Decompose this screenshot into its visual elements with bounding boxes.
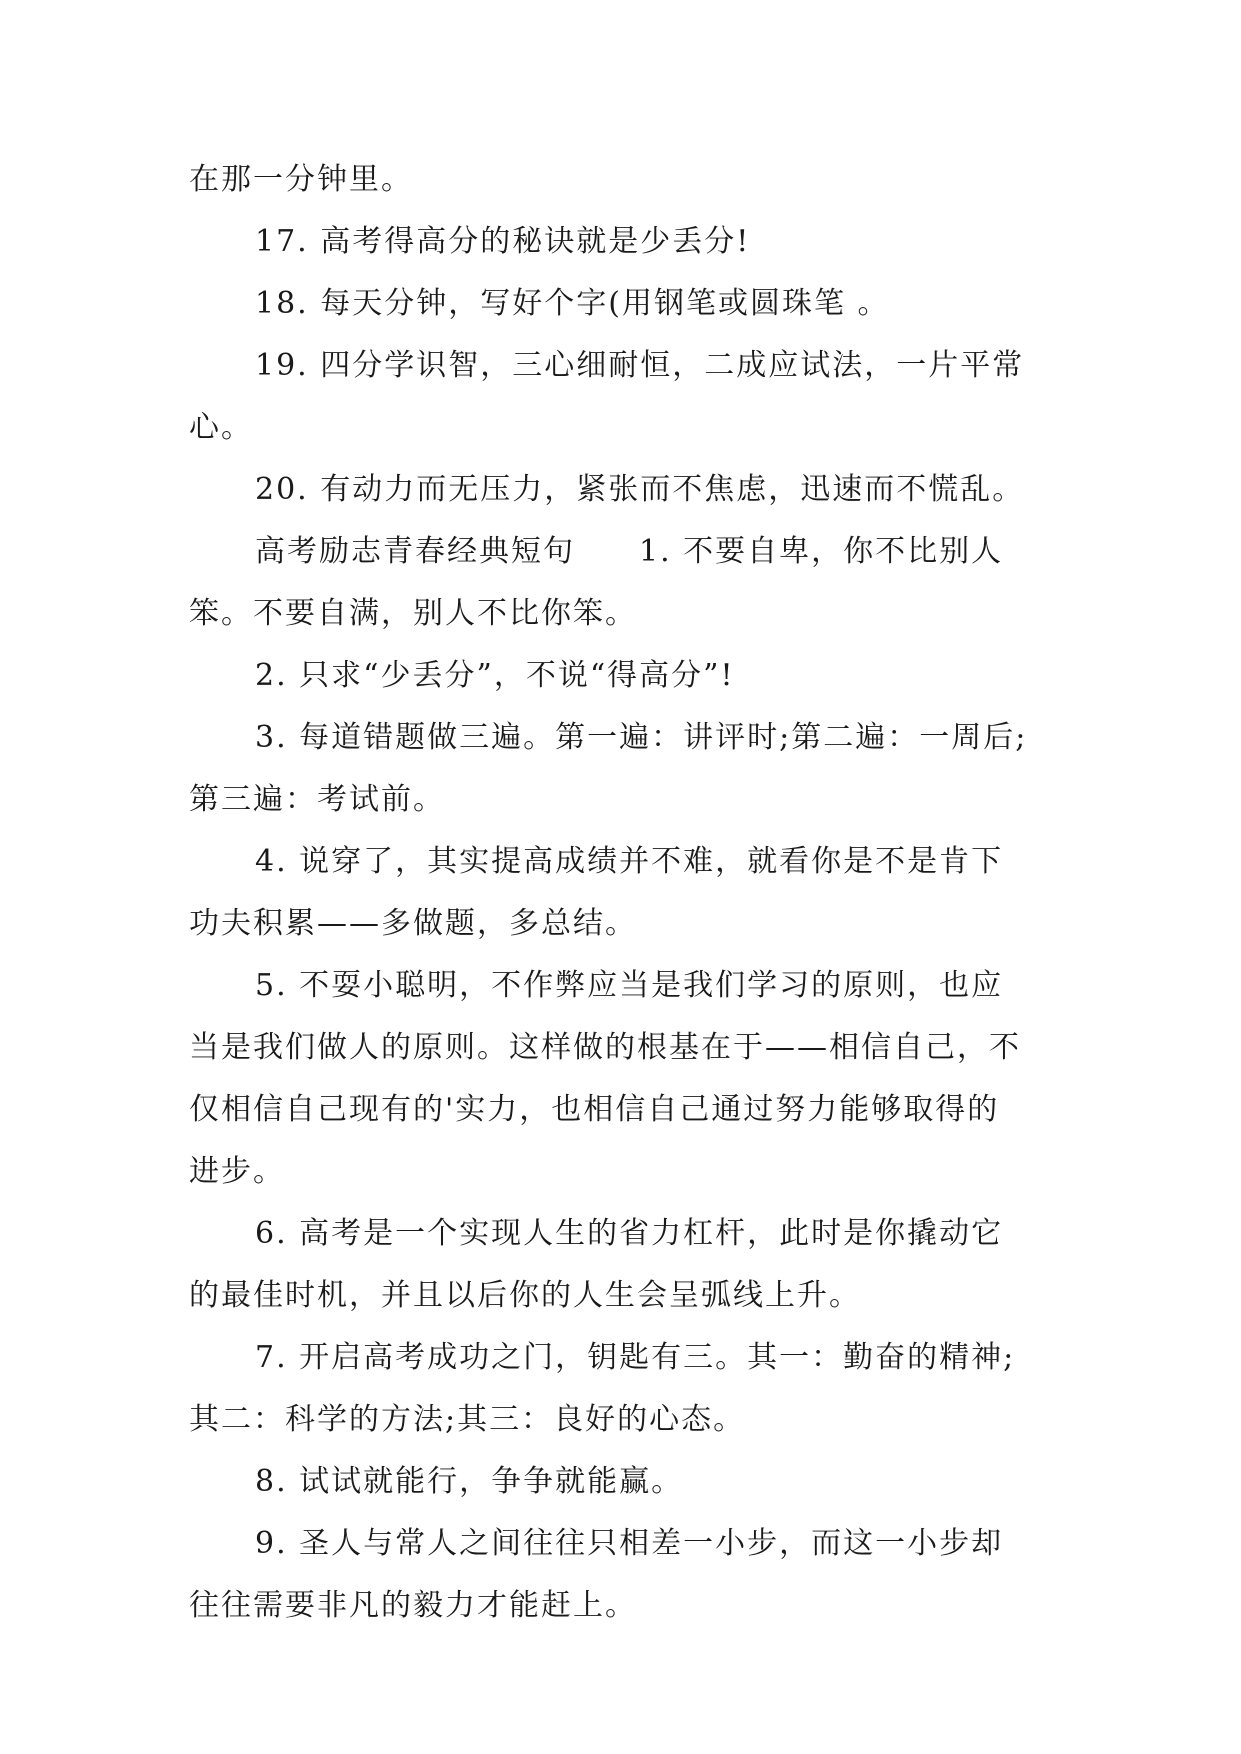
document-body	[189, 160, 1059, 1648]
text-line: 17. 高考得高分的秘诀就是少丢分!	[255, 224, 751, 259]
text-line: 3. 每道错题做三遍。第一遍：讲评时;第二遍：一周后;	[255, 720, 1028, 755]
text-line: 7. 开启高考成功之门，钥匙有三。其一：勤奋的精神;	[255, 1340, 1016, 1375]
text-line: 4. 说穿了，其实提高成绩并不难，就看你是不是肯下	[255, 844, 1004, 879]
text-line: 2. 只求“少丢分”，不说“得高分”!	[255, 658, 735, 693]
text-line: 第三遍：考试前。	[189, 782, 445, 817]
text-line: 的最佳时机，并且以后你的人生会呈弧线上升。	[189, 1278, 861, 1313]
text-line: 其二：科学的方法;其三：良好的心态。	[189, 1402, 746, 1437]
text-line: 6. 高考是一个实现人生的省力杠杆，此时是你撬动它	[255, 1216, 1004, 1251]
text-line: 心。	[189, 410, 253, 445]
text-line: 在那一分钟里。	[189, 162, 413, 197]
text-line: 往往需要非凡的毅力才能赶上。	[189, 1588, 637, 1623]
text-line: 高考励志青春经典短句 1. 不要自卑，你不比别人	[255, 534, 1004, 569]
text-line: 20. 有动力而无压力，紧张而不焦虑，迅速而不慌乱。	[255, 472, 1025, 507]
text-line: 仅相信自己现有的'实力，也相信自己通过努力能够取得的	[189, 1092, 1000, 1127]
text-line: 当是我们做人的原则。这样做的根基在于——相信自己，不	[189, 1030, 1021, 1065]
text-line: 19. 四分学识智，三心细耐恒，二成应试法，一片平常	[255, 348, 1025, 383]
text-line: 5. 不耍小聪明，不作弊应当是我们学习的原则，也应	[255, 968, 1004, 1003]
text-line: 18. 每天分钟，写好个字(用钢笔或圆珠笔 。	[255, 286, 890, 321]
text-line: 笨。不要自满，别人不比你笨。	[189, 596, 637, 631]
text-line: 9. 圣人与常人之间往往只相差一小步，而这一小步却	[255, 1526, 1004, 1561]
text-line: 8. 试试就能行，争争就能赢。	[255, 1464, 684, 1499]
text-line: 进步。	[189, 1154, 285, 1189]
text-line: 功夫积累——多做题，多总结。	[189, 906, 637, 941]
